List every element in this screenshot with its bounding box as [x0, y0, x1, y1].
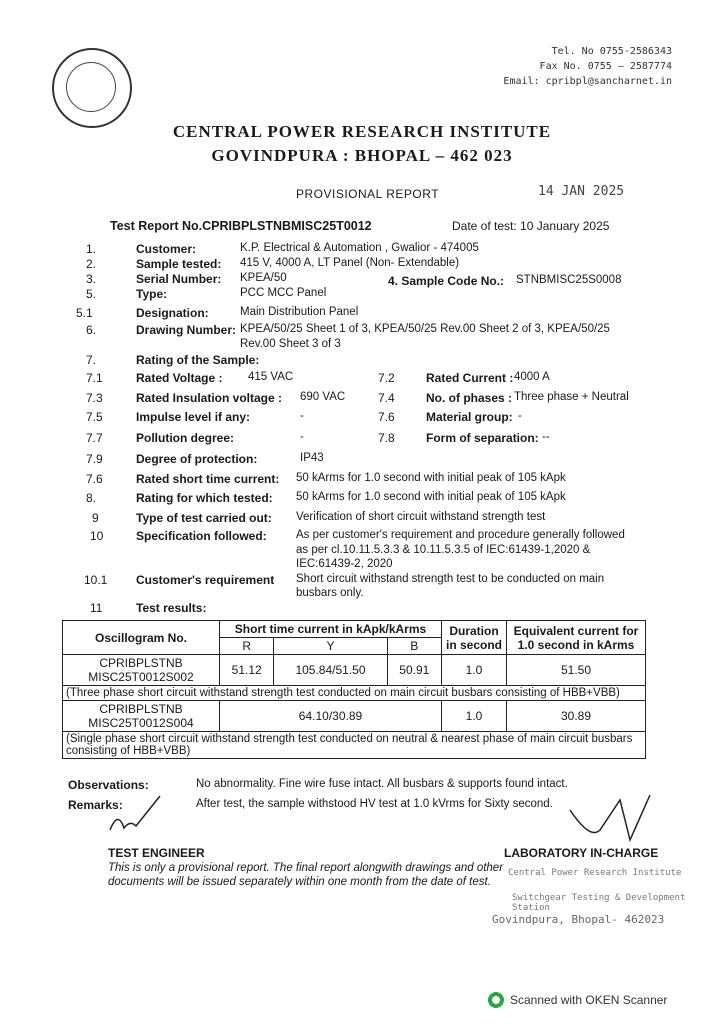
field-label: Rated Current : — [426, 371, 514, 385]
institute-address: GOVINDPURA : BHOPAL – 462 023 — [211, 146, 513, 165]
field-number: 11 — [90, 601, 103, 615]
table-cell: 51.12 — [220, 655, 274, 686]
field-number: 7.3 — [86, 391, 103, 405]
cpri-logo — [52, 48, 132, 128]
observations-label: Observations: — [68, 778, 149, 792]
field-number: 7.6 — [378, 410, 395, 424]
field-value: 690 VAC — [300, 391, 346, 403]
field-label: Test results: — [136, 601, 207, 615]
field-label: Type of test carried out: — [136, 511, 272, 525]
table-row — [63, 701, 646, 732]
incharge-signature — [560, 790, 660, 850]
stamp-line: Govindpura, Bhopal- 462023 — [492, 913, 665, 926]
col-header-short-time-current: Short time current in kApk/kArms — [220, 621, 442, 638]
oscillogram-line: MISC25T0012S004 — [88, 716, 194, 730]
table-row — [63, 621, 646, 638]
field-number: 7.4 — [378, 391, 395, 405]
field-label: Sample tested: — [136, 257, 222, 271]
report-heading: PROVISIONAL REPORT — [296, 187, 440, 201]
field-value: Main Distribution Panel — [240, 306, 359, 318]
table-cell — [63, 701, 220, 732]
field-value: KPEA/50 — [240, 272, 287, 284]
field-value: STNBMISC25S0008 — [516, 274, 622, 286]
table-cell — [63, 655, 220, 686]
remarks-value: After test, the sample withstood HV test at 1.0 kVrms for Sixty second. — [196, 798, 553, 810]
field-value: Short circuit withstand strength test to be conducted on main — [296, 573, 605, 585]
institute-title: CENTRAL POWER RESEARCH INSTITUTE — [172, 122, 552, 141]
field-label: Rating for which tested: — [136, 491, 273, 505]
table-cell: 51.50 — [507, 655, 646, 686]
table-cell: 1.0 — [442, 655, 507, 686]
field-value: As per customer's requirement and procedure generally followed — [296, 529, 625, 541]
field-label: Drawing Number: — [136, 323, 237, 337]
field-value: as per cl.10.11.5.3.3 & 10.11.5.3.5 of IEC:61439-1,2020 & — [296, 544, 591, 556]
engineer-signature — [100, 790, 170, 840]
table-note: (Single phase short circuit withstand strength test conducted on neutral & nearest phase of main circuit busbars consisting of HBB+VBB) — [63, 732, 646, 759]
col-header-b: B — [387, 638, 441, 655]
field-number: 7.1 — [86, 371, 103, 385]
col-header-oscillogram: Oscillogram No. — [63, 621, 220, 655]
table-note: (Three phase short circuit withstand strength test conducted on main circuit busbars consisting of HBB+VBB) — [63, 686, 646, 701]
test-results-table — [62, 620, 646, 759]
field-number: 1. — [86, 242, 97, 256]
oscillogram-line: CPRIBPLSTNB — [99, 656, 183, 670]
field-value: IEC:61439-2, 2020 — [296, 558, 393, 570]
oscillogram-line: CPRIBPLSTNB — [99, 702, 183, 716]
field-number: 7. — [86, 353, 97, 367]
contact-email: Email: cpribpl@sancharnet.in — [503, 76, 672, 87]
field-number: 7.9 — [86, 452, 103, 466]
field-label: Rated Insulation voltage : — [136, 391, 283, 405]
table-row — [63, 655, 646, 686]
field-label: 4. Sample Code No.: — [388, 274, 505, 288]
stamp-line: Central Power Research Institute — [508, 868, 682, 878]
field-number: 7.5 — [86, 410, 103, 424]
field-label: Type: — [136, 287, 168, 301]
field-label: Rated short time current: — [136, 472, 280, 486]
field-label: Form of separation: — [426, 431, 539, 445]
test-report-number: Test Report No.CPRIBPLSTNBMISC25T0012 — [110, 219, 372, 233]
field-value: - — [518, 410, 522, 422]
field-number: 7.7 — [86, 431, 103, 445]
field-label: Pollution degree: — [136, 431, 235, 445]
field-label: Degree of protection: — [136, 452, 258, 466]
date-of-test: Date of test: 10 January 2025 — [452, 219, 610, 233]
field-value: 50 kArms for 1.0 second with initial peak of 105 kApk — [296, 491, 566, 503]
table-cell: 30.89 — [507, 701, 646, 732]
field-label: Customer: — [136, 242, 197, 256]
field-number: 2. — [86, 257, 97, 271]
field-value: - — [300, 410, 304, 422]
oken-scanner-icon — [488, 992, 504, 1008]
table-row — [63, 732, 646, 759]
col-header-y: Y — [274, 638, 387, 655]
col-header-r: R — [220, 638, 274, 655]
field-value: -- — [542, 431, 550, 443]
contact-tel: Tel. No 0755-2586343 — [551, 46, 672, 57]
field-label: Specification followed: — [136, 529, 267, 543]
field-value: Rev.00 Sheet 3 of 3 — [240, 338, 341, 350]
field-number: 5. — [86, 287, 97, 301]
field-label: Material group: — [426, 410, 513, 424]
watermark-text: Scanned with OKEN Scanner — [510, 993, 668, 1007]
field-value: KPEA/50/25 Sheet 1 of 3, KPEA/50/25 Rev.00 Sheet 2 of 3, KPEA/50/25 — [240, 323, 610, 335]
field-value: 50 kArms for 1.0 second with initial peak of 105 kApk — [296, 472, 566, 484]
field-number: 7.2 — [378, 371, 395, 385]
table-cell: 64.10/30.89 — [220, 701, 442, 732]
field-value: Verification of short circuit withstand strength test — [296, 511, 546, 523]
field-value: K.P. Electrical & Automation , Gwalior - 474005 — [240, 242, 479, 254]
field-label: Rating of the Sample: — [136, 353, 260, 367]
field-number: 10.1 — [84, 573, 108, 587]
field-value: IP43 — [300, 452, 324, 464]
lab-incharge-label: LABORATORY IN-CHARGE — [504, 846, 659, 860]
field-number: 9 — [92, 511, 99, 525]
table-cell: 1.0 — [442, 701, 507, 732]
stamp-line: Switchgear Testing & Development Station — [512, 893, 686, 913]
field-number: 10 — [90, 529, 104, 543]
field-label: Customer's requirement — [136, 573, 275, 587]
remarks-label: Remarks: — [68, 798, 123, 812]
col-header-equivalent-current: Equivalent current for 1.0 second in kArms — [507, 621, 646, 655]
field-label: Designation: — [136, 306, 209, 320]
field-label: Impulse level if any: — [136, 410, 251, 424]
test-engineer-label: TEST ENGINEER — [108, 846, 205, 860]
field-label: Rated Voltage : — [136, 371, 223, 385]
field-value: 4000 A — [514, 371, 550, 383]
field-number: 6. — [86, 323, 97, 337]
field-number: 3. — [86, 272, 97, 286]
observations-value: No abnormality. Fine wire fuse intact. All busbars & supports found intact. — [196, 778, 568, 790]
field-number: 7.8 — [378, 431, 395, 445]
table-cell: 50.91 — [387, 655, 441, 686]
field-value: - — [300, 431, 304, 443]
scanner-watermark — [488, 992, 667, 1008]
field-number: 5.1 — [76, 306, 93, 320]
field-value: PCC MCC Panel — [240, 287, 327, 299]
oscillogram-line: MISC25T0012S002 — [88, 670, 194, 684]
field-value: Three phase + Neutral — [514, 391, 629, 403]
field-value: 415 VAC — [248, 371, 294, 383]
date-stamp: 14 JAN 2025 — [538, 184, 625, 199]
disclaimer-line: This is only a provisional report. The final report alongwith drawings and other — [108, 862, 504, 874]
contact-fax: Fax No. 0755 – 2587774 — [539, 61, 672, 72]
table-cell: 105.84/51.50 — [274, 655, 387, 686]
table-row — [63, 686, 646, 701]
field-label: Serial Number: — [136, 272, 222, 286]
col-header-duration: Duration in second — [442, 621, 507, 655]
field-number: 8. — [86, 491, 97, 505]
field-label: No. of phases : — [426, 391, 513, 405]
disclaimer-line: documents will be issued separately within one month from the date of test. — [108, 876, 491, 888]
field-value: 415 V, 4000 A, LT Panel (Non- Extendable) — [240, 257, 460, 269]
field-number: 7.6 — [86, 472, 103, 486]
field-value: busbars only. — [296, 587, 364, 599]
